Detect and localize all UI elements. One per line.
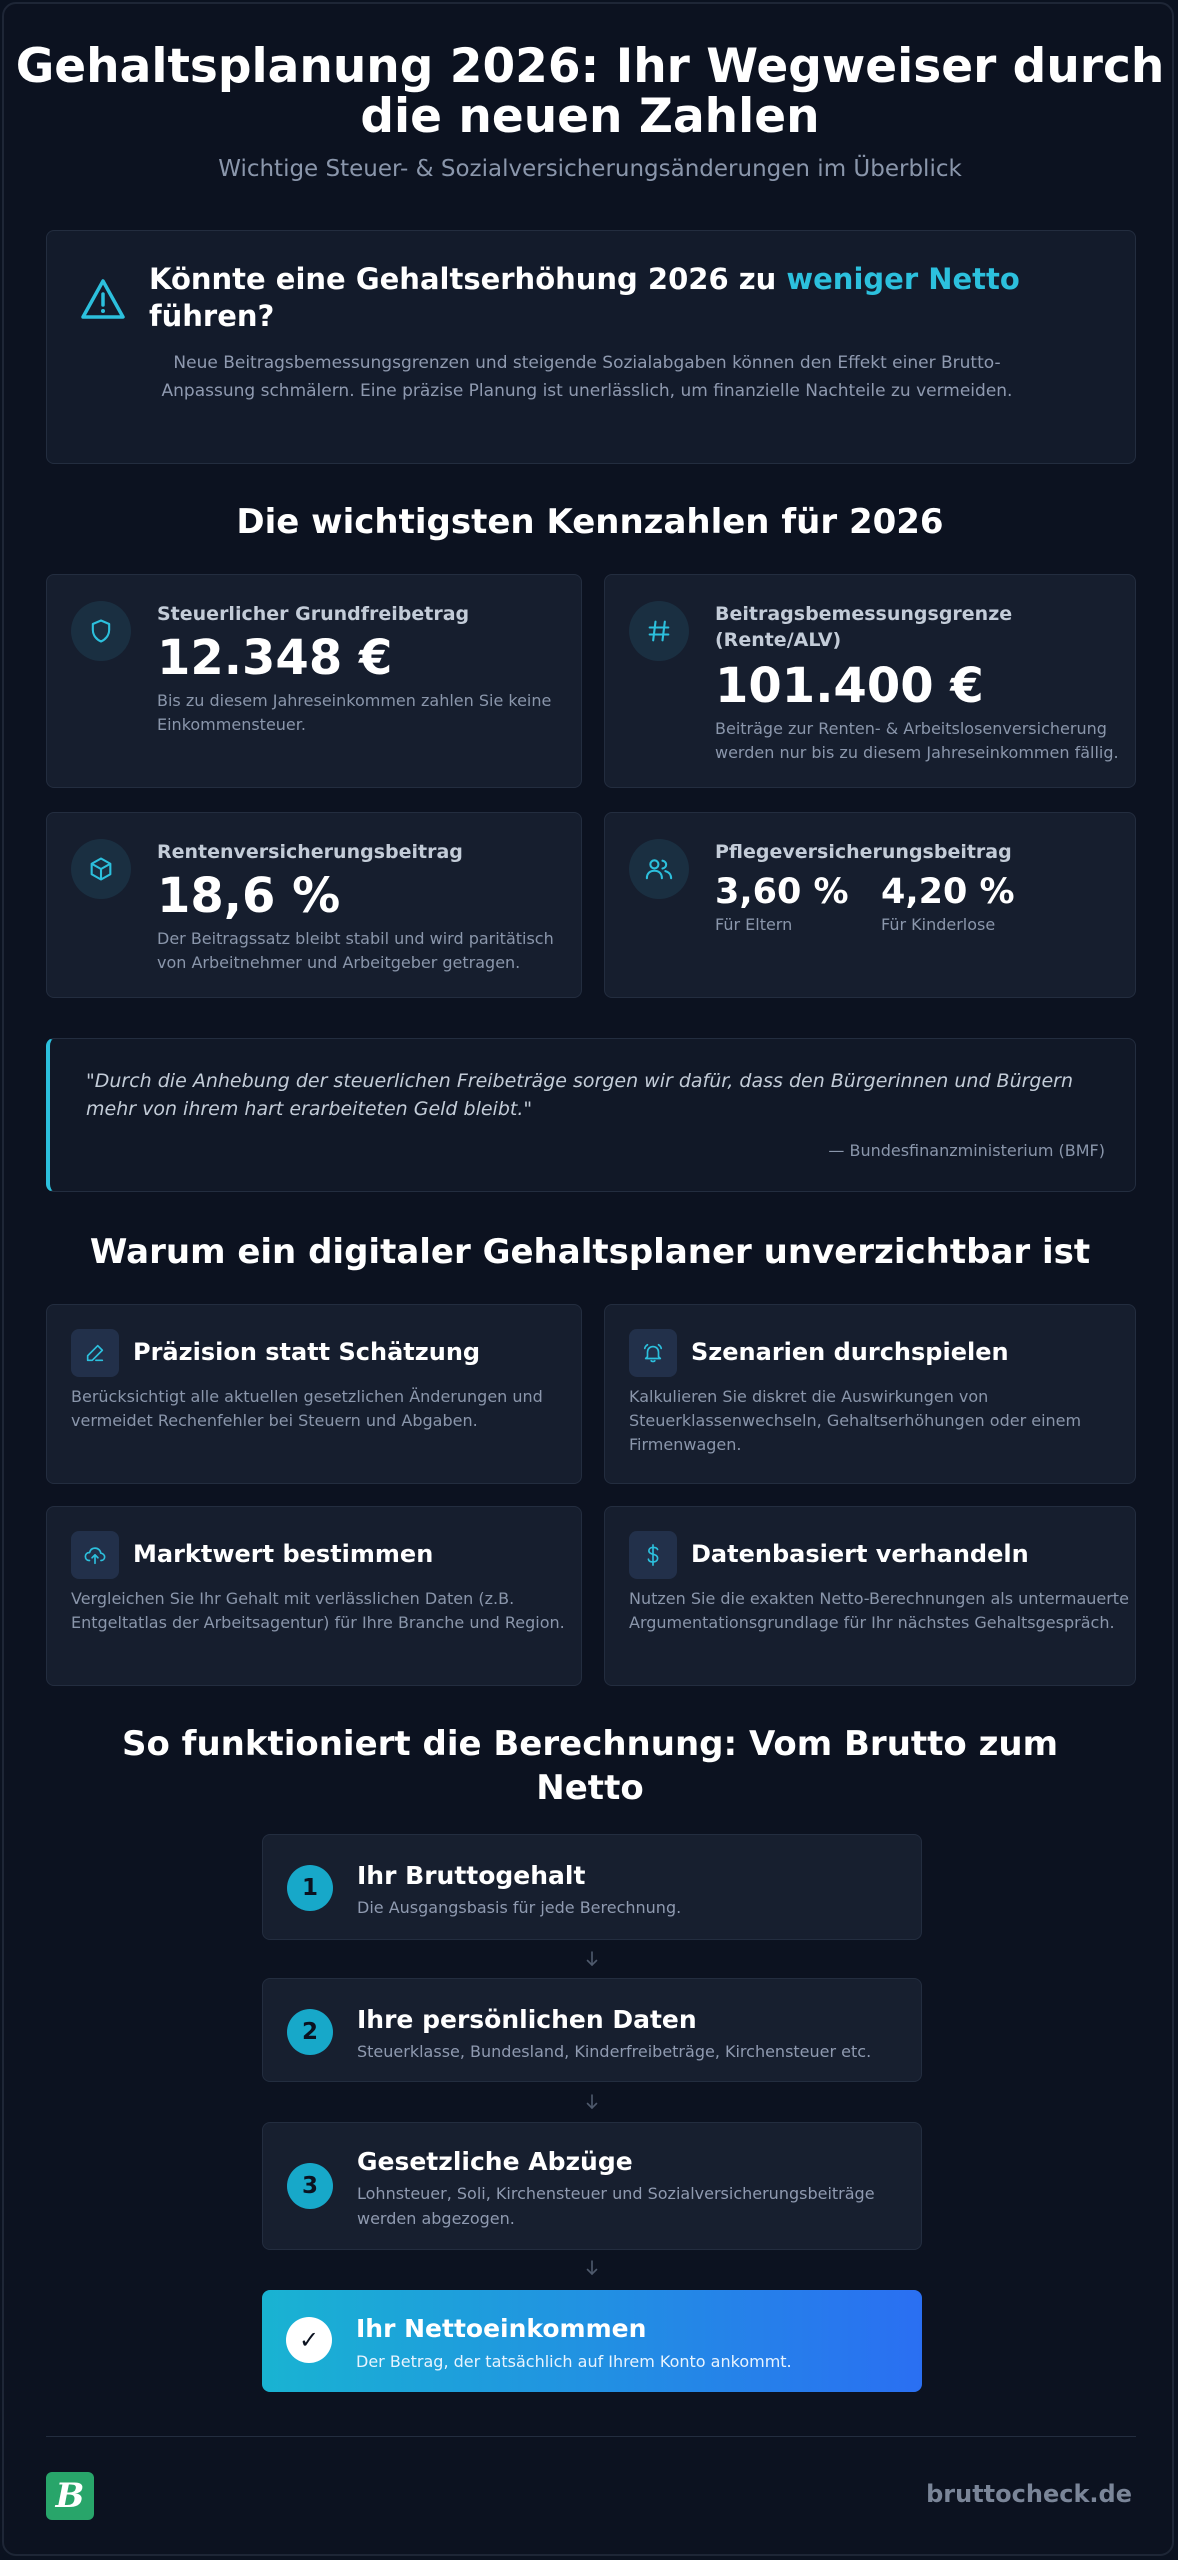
alert-body: Neue Beitragsbemessungsgrenzen und steigende Sozialabgaben können den Effekt einer Brutto-Anpassung schmälern. Eine präzise Planung ist unerlässlich, um finanzielle Nachteile zu vermeiden. [161, 353, 1013, 401]
kpi-value-kinderlose: 4,20 % [881, 872, 1015, 912]
feature-description: Berücksichtigt alle aktuellen gesetzlichen Änderungen und vermeidet Rechenfehler bei Steuern und Abgaben. [71, 1387, 543, 1430]
kpi-value: 18,6 % [157, 868, 341, 924]
warning-triangle-icon [79, 277, 127, 321]
step-card-1 [262, 1834, 922, 1940]
kpi-description: Beiträge zur Renten- & Arbeitslosenversicherung werden nur bis zu diesem Jahreseinkommen fällig. [715, 719, 1119, 762]
step-title: Ihr Bruttogehalt [357, 1861, 586, 1890]
page-subtitle: Wichtige Steuer- & Sozialversicherungsänderungen im Überblick [218, 156, 962, 182]
pencil-icon [71, 1329, 119, 1377]
arrow-down-icon [584, 1949, 600, 1969]
step-card-result [262, 2290, 922, 2392]
bell-icon [629, 1329, 677, 1377]
kpi-description: Bis zu diesem Jahreseinkommen zahlen Sie keine Einkommensteuer. [157, 691, 552, 734]
feature-card-verhandeln [604, 1506, 1136, 1686]
step-title: Gesetzliche Abzüge [357, 2147, 633, 2176]
step-description: Lohnsteuer, Soli, Kirchensteuer und Sozialversicherungsbeiträge werden abgezogen. [357, 2184, 875, 2228]
step-description: Steuerklasse, Bundesland, Kinderfreibeträge, Kirchensteuer etc. [357, 2042, 872, 2061]
cube-icon [71, 839, 131, 899]
feature-card-marktwert [46, 1506, 582, 1686]
kpi-label: Beitragsbemessungsgrenze (Rente/ALV) [715, 603, 1013, 651]
users-icon [629, 839, 689, 899]
steps-section-title: So funktioniert die Berechnung: Vom Brutto zum Netto [121, 1724, 1059, 1808]
feature-title: Marktwert bestimmen [133, 1540, 434, 1568]
kpi-caption-eltern: Für Eltern [715, 915, 793, 934]
feature-title: Datenbasiert verhandeln [691, 1540, 1029, 1568]
kpi-card-pflegeversicherung [604, 812, 1136, 998]
site-link[interactable]: bruttocheck.de [926, 2480, 1132, 2508]
page-header [4, 39, 1176, 182]
feature-description: Nutzen Sie die exakten Netto-Berechnungen als untermauerte Argumentationsgrundlage für Ihr nächstes Gehaltsgespräch. [629, 1589, 1129, 1632]
kpi-caption-kinderlose: Für Kinderlose [881, 915, 996, 934]
page-title: Gehaltsplanung 2026: Ihr Wegweiser durch die neuen Zahlen [15, 39, 1165, 144]
step-card-3 [262, 2122, 922, 2250]
quote-text: "Durch die Anhebung der steuerlichen Freibeträge sorgen wir dafür, dass den Bürgerinnen und Bürgern mehr von ihrem hart erarbeiteten Geld bleibt." [86, 1070, 1074, 1120]
feature-card-szenarien [604, 1304, 1136, 1484]
arrow-down-icon [584, 2258, 600, 2278]
kpi-value: 101.400 € [715, 658, 984, 714]
brand-logo[interactable]: B [46, 2472, 94, 2520]
quote-source: — Bundesfinanzministerium (BMF) [828, 1141, 1105, 1160]
kpi-label: Steuerlicher Grundfreibetrag [157, 603, 470, 625]
kpi-value-eltern: 3,60 % [715, 872, 849, 912]
feature-title: Szenarien durchspielen [691, 1338, 1009, 1366]
arrow-down-icon [584, 2092, 600, 2112]
kpi-card-grundfreibetrag [46, 574, 582, 788]
infographic-page [2, 2, 1174, 2556]
features-section-title: Warum ein digitaler Gehaltsplaner unverzichtbar ist [89, 1232, 1091, 1272]
step-number: 2 [287, 2009, 333, 2055]
alert-card [46, 230, 1136, 464]
kpi-label: Pflegeversicherungsbeitrag [715, 841, 1012, 863]
check-icon: ✓ [286, 2317, 332, 2363]
cloud-upload-icon [71, 1531, 119, 1579]
kpi-value: 12.348 € [157, 630, 393, 686]
footer-divider [46, 2436, 1136, 2437]
step-title: Ihre persönlichen Daten [357, 2005, 697, 2034]
quote-card [46, 1038, 1136, 1192]
step-number: 3 [287, 2163, 333, 2209]
feature-description: Vergleichen Sie Ihr Gehalt mit verlässlichen Daten (z.B. Entgeltatlas der Arbeitsagentur) für Ihre Branche und Region. [71, 1589, 565, 1632]
dollar-icon [629, 1531, 677, 1579]
step-title: Ihr Nettoeinkommen [356, 2314, 647, 2343]
shield-icon [71, 601, 131, 661]
feature-card-praezision [46, 1304, 582, 1484]
alert-highlight: weniger Netto [786, 262, 1020, 296]
alert-title: Könnte eine Gehaltserhöhung 2026 zu weniger Netto führen? [149, 262, 1020, 333]
kpi-card-beitragsbemessungsgrenze [604, 574, 1136, 788]
kpi-label: Rentenversicherungsbeitrag [157, 841, 463, 863]
step-description: Die Ausgangsbasis für jede Berechnung. [357, 1898, 682, 1917]
feature-description: Kalkulieren Sie diskret die Auswirkungen von Steuerklassenwechseln, Gehaltserhöhungen oder einem Firmenwagen. [629, 1387, 1082, 1454]
step-description: Der Betrag, der tatsächlich auf Ihrem Konto ankommt. [356, 2352, 792, 2371]
feature-title: Präzision statt Schätzung [133, 1338, 481, 1366]
kpi-card-rentenversicherung [46, 812, 582, 998]
step-number: 1 [287, 1865, 333, 1911]
hash-icon [629, 601, 689, 661]
kpi-description: Der Beitragssatz bleibt stabil und wird paritätisch von Arbeitnehmer und Arbeitgeber getragen. [157, 929, 554, 972]
kpi-section-title: Die wichtigsten Kennzahlen für 2026 [236, 502, 944, 542]
step-card-2 [262, 1978, 922, 2082]
